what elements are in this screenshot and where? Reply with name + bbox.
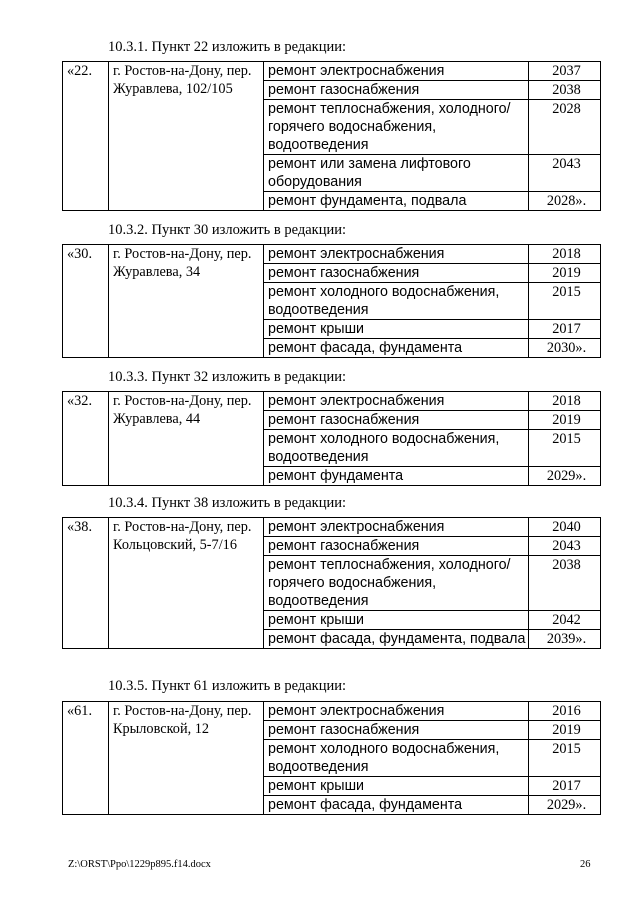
schedule-table xyxy=(62,701,601,815)
work-cell: ремонт электроснабжения xyxy=(264,702,529,721)
work-cell: ремонт фундамента, подвала xyxy=(264,192,529,211)
work-cell: ремонт холодного водоснабжения, водоотведения xyxy=(264,283,529,320)
work-cell: ремонт электроснабжения xyxy=(264,392,529,411)
schedule-table xyxy=(62,244,601,358)
address-cell: г. Ростов-на-Дону, пер. Журавлева, 102/105 xyxy=(109,62,264,211)
work-cell: ремонт электроснабжения xyxy=(264,518,529,537)
year-cell: 2017 xyxy=(529,320,601,339)
year-cell: 2029». xyxy=(529,796,601,815)
work-cell: ремонт газоснабжения xyxy=(264,537,529,556)
work-cell: ремонт газоснабжения xyxy=(264,721,529,740)
work-cell: ремонт электроснабжения xyxy=(264,62,529,81)
schedule-table xyxy=(62,517,601,649)
section-heading: 10.3.5. Пункт 61 изложить в редакции: xyxy=(108,678,347,694)
address-cell: г. Ростов-на-Дону, пер. Кольцовский, 5-7/16 xyxy=(109,518,264,649)
year-cell: 2015 xyxy=(529,430,601,467)
year-cell: 2018 xyxy=(529,392,601,411)
year-cell: 2019 xyxy=(529,411,601,430)
year-cell: 2038 xyxy=(529,81,601,100)
work-cell: ремонт фасада, фундамента, подвала xyxy=(264,630,529,649)
footer-file-path: Z:\ORST\Ppo\1229p895.f14.docx xyxy=(68,859,211,870)
year-cell: 2037 xyxy=(529,62,601,81)
work-cell: ремонт крыши xyxy=(264,320,529,339)
work-cell: ремонт фасада, фундамента xyxy=(264,339,529,358)
table-row xyxy=(63,392,601,411)
work-cell: ремонт теплоснабжения, холодного/горячего водоснабжения, водоотведения xyxy=(264,100,529,155)
section-heading: 10.3.4. Пункт 38 изложить в редакции: xyxy=(108,495,347,511)
year-cell: 2015 xyxy=(529,740,601,777)
work-cell: ремонт газоснабжения xyxy=(264,81,529,100)
item-number: «22. xyxy=(63,62,109,211)
work-cell: ремонт фундамента xyxy=(264,467,529,486)
work-cell: ремонт или замена лифтового оборудования xyxy=(264,155,529,192)
year-cell: 2038 xyxy=(529,556,601,611)
item-number: «38. xyxy=(63,518,109,649)
address-cell: г. Ростов-на-Дону, пер. Крыловской, 12 xyxy=(109,702,264,815)
year-cell: 2040 xyxy=(529,518,601,537)
year-cell: 2030». xyxy=(529,339,601,358)
work-cell: ремонт фасада, фундамента xyxy=(264,796,529,815)
table-row xyxy=(63,62,601,81)
work-cell: ремонт электроснабжения xyxy=(264,245,529,264)
section-heading: 10.3.1. Пункт 22 изложить в редакции: xyxy=(108,39,347,55)
table-row xyxy=(63,518,601,537)
year-cell: 2043 xyxy=(529,537,601,556)
section-heading: 10.3.2. Пункт 30 изложить в редакции: xyxy=(108,222,347,238)
year-cell: 2029». xyxy=(529,467,601,486)
year-cell: 2042 xyxy=(529,611,601,630)
work-cell: ремонт теплоснабжения, холодного/горячего водоснабжения, водоотведения xyxy=(264,556,529,611)
work-cell: ремонт газоснабжения xyxy=(264,411,529,430)
table-row xyxy=(63,702,601,721)
work-cell: ремонт крыши xyxy=(264,611,529,630)
work-cell: ремонт газоснабжения xyxy=(264,264,529,283)
page-number: 26 xyxy=(580,859,591,870)
item-number: «61. xyxy=(63,702,109,815)
year-cell: 2039». xyxy=(529,630,601,649)
year-cell: 2028 xyxy=(529,100,601,155)
work-cell: ремонт крыши xyxy=(264,777,529,796)
schedule-table xyxy=(62,391,601,486)
address-cell: г. Ростов-на-Дону, пер. Журавлева, 44 xyxy=(109,392,264,486)
work-cell: ремонт холодного водоснабжения, водоотведения xyxy=(264,740,529,777)
address-cell: г. Ростов-на-Дону, пер. Журавлева, 34 xyxy=(109,245,264,358)
year-cell: 2017 xyxy=(529,777,601,796)
year-cell: 2028». xyxy=(529,192,601,211)
year-cell: 2019 xyxy=(529,721,601,740)
work-cell: ремонт холодного водоснабжения, водоотведения xyxy=(264,430,529,467)
table-row xyxy=(63,245,601,264)
year-cell: 2015 xyxy=(529,283,601,320)
section-heading: 10.3.3. Пункт 32 изложить в редакции: xyxy=(108,369,347,385)
year-cell: 2018 xyxy=(529,245,601,264)
year-cell: 2043 xyxy=(529,155,601,192)
item-number: «32. xyxy=(63,392,109,486)
schedule-table xyxy=(62,61,601,211)
item-number: «30. xyxy=(63,245,109,358)
year-cell: 2019 xyxy=(529,264,601,283)
year-cell: 2016 xyxy=(529,702,601,721)
